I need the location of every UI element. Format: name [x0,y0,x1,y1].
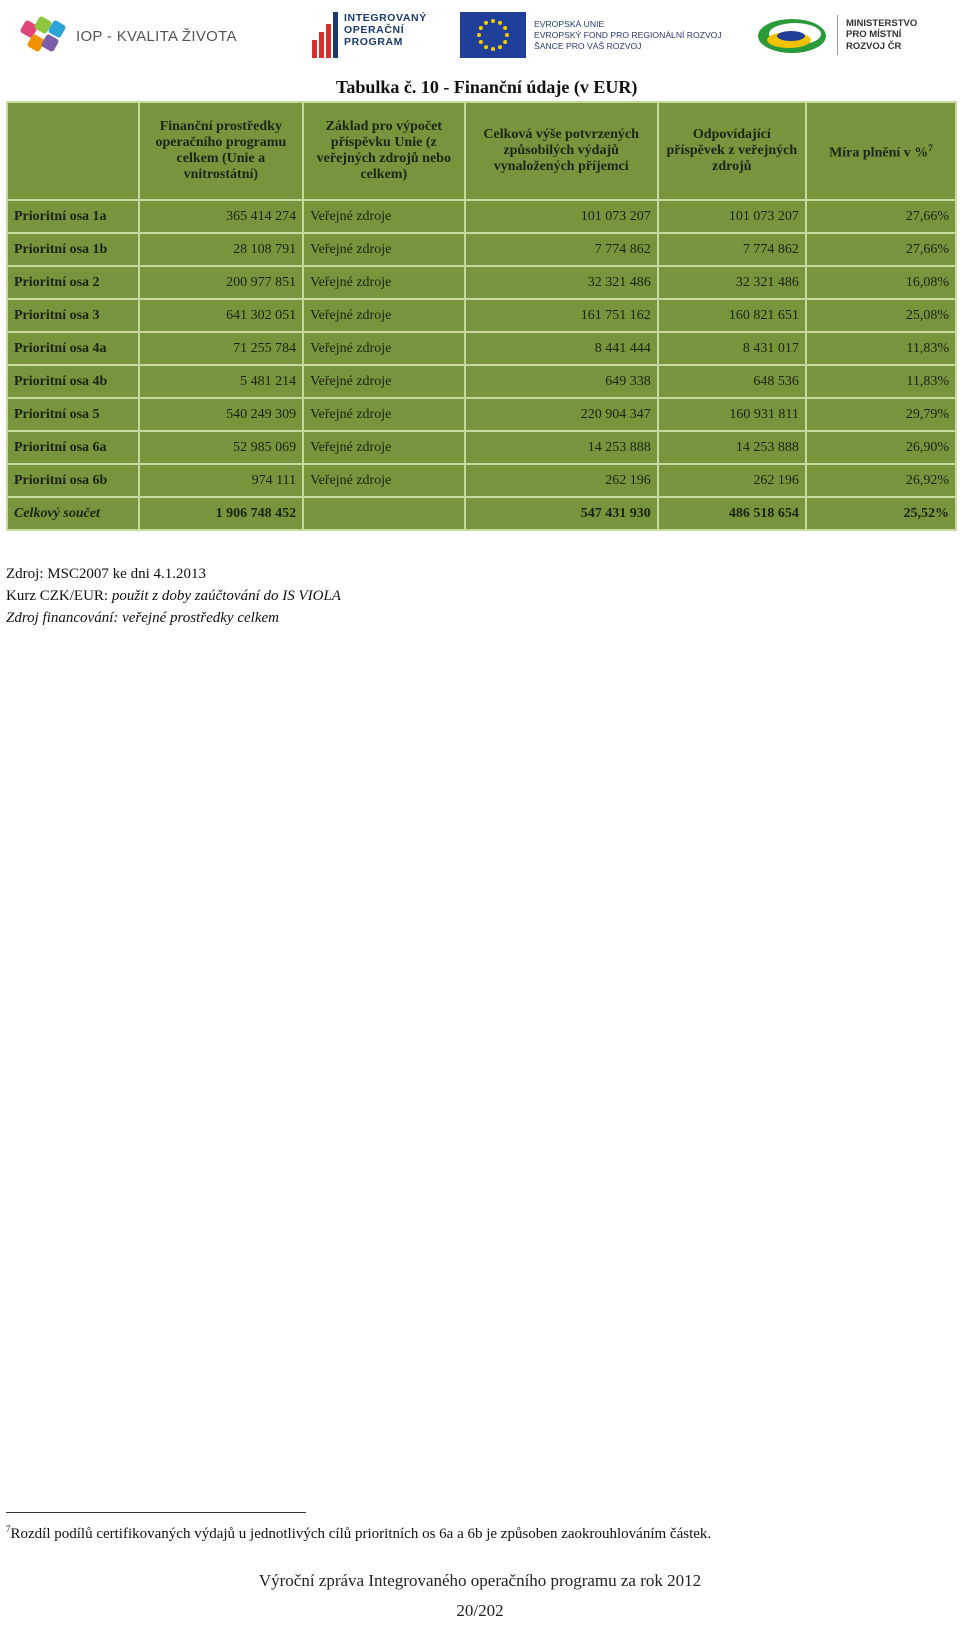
cell-public: 160 931 811 [658,398,806,431]
table-row [7,365,956,398]
cell-basis: Veřejné zdroje [303,200,464,233]
cell-rate: 26,92% [806,464,956,497]
int-line-1: INTEGROVANÝ [344,12,427,24]
cell-public: 262 196 [658,464,806,497]
eu-line-1: EVROPSKÁ UNIE [534,18,605,29]
cell-total-public: 486 518 654 [658,497,806,530]
header-axis [7,102,139,200]
footnote-text: Rozdíl podílů certifikovaných výdajů u jednotlivých cílů prioritních os 6a a 6b je způsoben zaokrouhlováním částek. [10,1526,712,1542]
cell-basis: Veřejné zdroje [303,332,464,365]
eu-star-icon [505,33,509,37]
eu-star-icon [479,40,483,44]
cell-certified: 161 751 162 [465,299,658,332]
table-row [7,200,956,233]
footnote-divider [6,1512,306,1513]
cell-total: 200 977 851 [139,266,304,299]
cell-certified: 14 253 888 [465,431,658,464]
eu-star-icon [479,26,483,30]
header-logo-bar [0,0,960,70]
eu-logo [460,12,722,58]
cell-total-funds: 1 906 748 452 [139,497,304,530]
cell-certified: 649 338 [465,365,658,398]
header-total-funds: Finanční prostředky operačního programu celkem (Unie a vnitrostátní) [139,102,304,200]
cell-total: 71 255 784 [139,332,304,365]
cell-public: 160 821 651 [658,299,806,332]
funding-note [6,607,341,629]
eu-star-icon [503,26,507,30]
cell-total: 5 481 214 [139,365,304,398]
cell-rate: 27,66% [806,233,956,266]
cell-axis: Prioritní osa 2 [7,266,139,299]
mmr-line-3: ROZVOJ ČR [846,40,902,52]
cell-total-basis [303,497,464,530]
eu-star-icon [484,21,488,25]
cell-certified: 8 441 444 [465,332,658,365]
exchange-rate-label: Kurz CZK/EUR: [6,588,109,604]
cell-axis: Prioritní osa 4a [7,332,139,365]
cell-certified: 262 196 [465,464,658,497]
table-total-row [7,497,956,530]
cell-total-certified: 547 431 930 [465,497,658,530]
cell-basis: Veřejné zdroje [303,266,464,299]
cell-public: 32 321 486 [658,266,806,299]
cell-axis: Prioritní osa 6b [7,464,139,497]
cell-axis: Prioritní osa 3 [7,299,139,332]
cell-axis: Prioritní osa 6a [7,431,139,464]
table-notes [6,563,341,629]
table-title: Tabulka č. 10 - Finanční údaje (v EUR) [336,77,638,97]
eu-star-icon [491,19,495,23]
cell-public: 7 774 862 [658,233,806,266]
ministry-logo [755,14,917,56]
iop-logo [20,18,237,54]
cell-axis: Prioritní osa 1b [7,233,139,266]
table-row [7,332,956,365]
page-number: 20/202 [456,1601,504,1620]
table-row [7,266,956,299]
eu-star-icon [498,21,502,25]
header-public-contribution: Odpovídající příspěvek z veřejných zdrojů [658,102,806,200]
cell-axis: Prioritní osa 1a [7,200,139,233]
table-row [7,398,956,431]
eu-star-icon [484,45,488,49]
mmr-line-2: PRO MÍSTNÍ [846,29,902,41]
cell-public: 648 536 [658,365,806,398]
table-row [7,464,956,497]
cell-basis: Veřejné zdroje [303,431,464,464]
cell-rate: 25,08% [806,299,956,332]
report-title: Výroční zpráva Integrovaného operačního programu za rok 2012 [258,1571,702,1590]
eu-line-2: EVROPSKÝ FOND PRO REGIONÁLNÍ ROZVOJ [534,29,722,40]
cell-certified: 101 073 207 [465,200,658,233]
cell-certified: 220 904 347 [465,398,658,431]
header-contribution-basis: Základ pro výpočet příspěvku Unie (z veřejných zdrojů nebo celkem) [303,102,464,200]
cell-public: 14 253 888 [658,431,806,464]
ministry-logo-text [846,18,917,53]
source-note: Zdroj: MSC2007 ke dni 4.1.2013 [6,566,207,582]
cell-total: 641 302 051 [139,299,304,332]
footnote-mark: 7 [6,1524,11,1534]
integrated-program-logo [312,12,427,58]
cell-total: 540 249 309 [139,398,304,431]
funding-note-text: Zdroj financování: veřejné prostředky celkem [6,610,279,626]
eu-logo-text [534,19,722,52]
table-row [7,299,956,332]
int-line-3: PROGRAM [344,36,404,48]
table-row [7,233,956,266]
integrated-program-text [344,12,427,48]
cell-rate: 26,90% [806,431,956,464]
cell-rate: 11,83% [806,365,956,398]
mmr-line-1: MINISTERSTVO [846,17,918,29]
cell-basis: Veřejné zdroje [303,464,464,497]
eu-star-icon [498,45,502,49]
eu-star-icon [503,40,507,44]
header-completion-rate [806,102,956,200]
eu-star-icon [477,33,481,37]
cell-public: 101 073 207 [658,200,806,233]
header-certified-expenditure: Celková výše potvrzených způsobilých výdajů vynaložených příjemci [465,102,658,200]
header-completion-rate-label: Míra plnění v % [829,145,929,161]
cell-basis: Veřejné zdroje [303,365,464,398]
table-header-row [7,102,956,200]
cell-total: 52 985 069 [139,431,304,464]
cell-certified: 7 774 862 [465,233,658,266]
cell-rate: 16,08% [806,266,956,299]
ministry-swoosh-icon [755,14,829,56]
hexagons-icon [20,18,68,54]
cell-certified: 32 321 486 [465,266,658,299]
cell-total-label: Celkový součet [7,497,139,530]
page-footer [0,1566,960,1626]
cell-axis: Prioritní osa 4b [7,365,139,398]
ministry-divider [837,15,838,55]
financial-data-table [6,101,957,531]
cell-public: 8 431 017 [658,332,806,365]
exchange-rate-note [6,585,341,607]
int-line-2: OPERAČNÍ [344,24,405,36]
cell-total: 365 414 274 [139,200,304,233]
cell-rate: 11,83% [806,332,956,365]
cell-basis: Veřejné zdroje [303,233,464,266]
cell-rate: 29,79% [806,398,956,431]
table-row [7,431,956,464]
cell-axis: Prioritní osa 5 [7,398,139,431]
cell-total: 28 108 791 [139,233,304,266]
bars-icon [312,12,338,58]
cell-basis: Veřejné zdroje [303,299,464,332]
cell-total-rate: 25,52% [806,497,956,530]
eu-flag-icon [460,12,526,58]
cell-rate: 27,66% [806,200,956,233]
eu-star-icon [491,47,495,51]
cell-basis: Veřejné zdroje [303,398,464,431]
eu-line-3: ŠANCE PRO VÁŠ ROZVOJ [534,40,642,51]
footnote-ref: 7 [928,143,933,154]
cell-total: 974 111 [139,464,304,497]
iop-logo-text: IOP - KVALITA ŽIVOTA [76,27,237,45]
footnote [6,1524,711,1543]
exchange-rate-value: použit z doby zaúčtování do IS VIOLA [111,588,341,604]
